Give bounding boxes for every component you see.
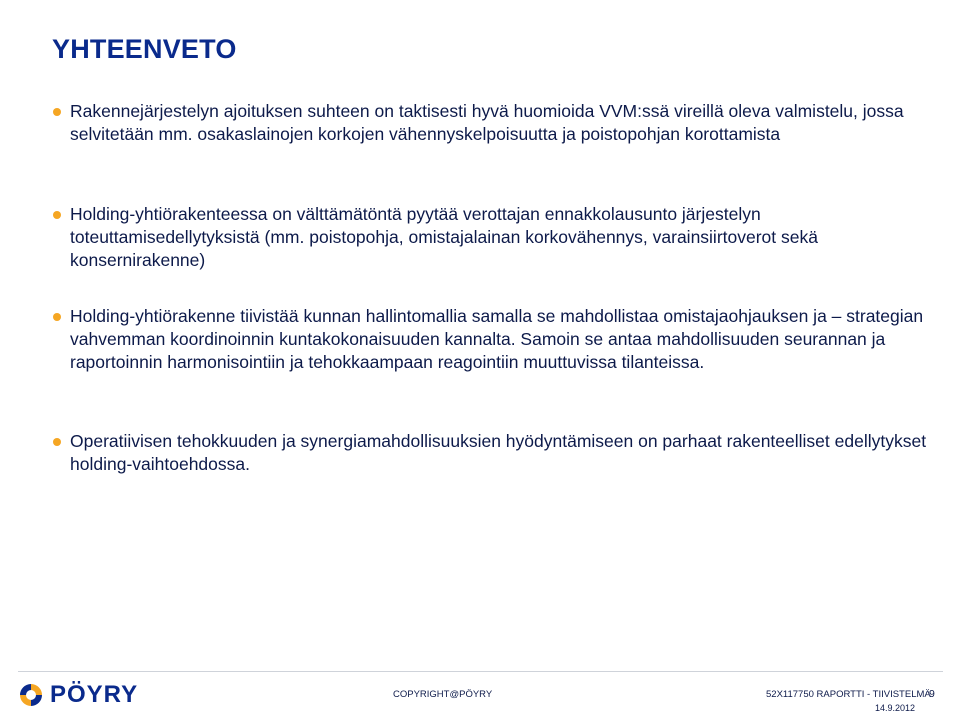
footer-copyright: COPYRIGHT@PÖYRY [393, 689, 493, 700]
bullet-item [70, 100, 930, 146]
bullet-dot-icon [53, 108, 61, 116]
footer-divider [18, 671, 943, 672]
footer-date: 14.9.2012 [875, 703, 916, 713]
footer-report-id: 52X117750 RAPORTTI - TIIVISTELMÄ [766, 689, 931, 700]
bullet-dot-icon [53, 313, 61, 321]
poyry-logo-icon [18, 682, 44, 708]
bullet-text: Holding-yhtiörakenne tiivistää kunnan hallintomallia samalla se mahdollistaa omistajaohjauksen ja – strategian vahvemman koordinoinnin kuntakokonaisuuden kannalta. Samoin se antaa mahdollisuuden seurannan ja raportoinnin harmonisointiin ja tehokkaampaan reagointiin muuttuvissa tilanteissa. [70, 306, 924, 372]
bullet-text: Rakennejärjestelyn ajoituksen suhteen on taktisesti hyvä huomioida VVM:ssä vireillä oleva valmistelu, jossa selvitetään mm. osakaslainojen korkojen vähennyskelpoisuutta ja poistopohjan korottamista [70, 101, 904, 144]
slide-title: YHTEENVETO [52, 34, 237, 64]
company-logo [18, 682, 138, 708]
bullet-dot-icon [53, 438, 61, 446]
bullet-item [70, 430, 930, 476]
bullet-dot-icon [53, 211, 61, 219]
bullet-item [70, 305, 930, 374]
logo-text: PÖYRY [50, 681, 139, 708]
bullet-text: Holding-yhtiörakenteessa on välttämätöntä pyytää verottajan ennakkolausunto järjestelyn toteuttamisedellytyksistä (mm. poistopohja, omistajalainan korkovähennys, varainsiirtoverot sekä konsernirakenne) [70, 204, 818, 270]
bullet-text: Operatiivisen tehokkuuden ja synergiamahdollisuuksien hyödyntämiseen on parhaat rakenteelliset edellytykset holding-vaihtoehdossa. [70, 431, 927, 474]
bullet-item [70, 203, 930, 272]
page-number: 9 [929, 688, 935, 700]
